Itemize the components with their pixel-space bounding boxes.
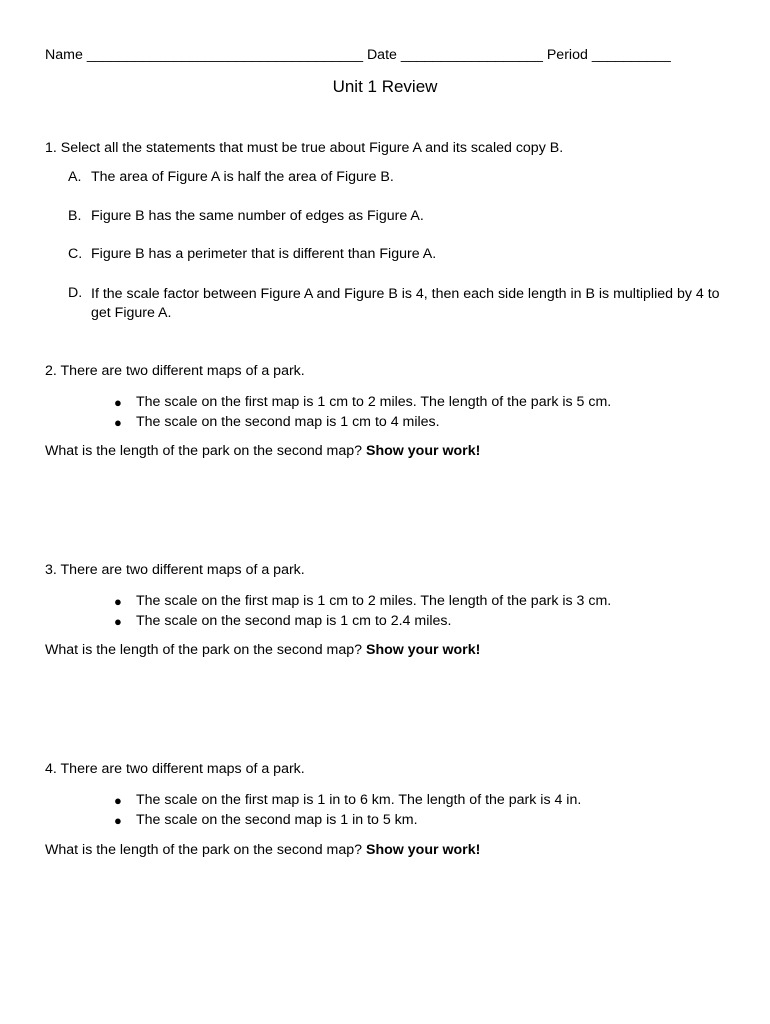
q2-bullet-1: The scale on the first map is 1 cm to 2 miles. The length of the park is 5 cm.: [136, 394, 612, 410]
question-text: What is the length of the park on the second map?: [45, 443, 363, 459]
q2-bullet-2: The scale on the second map is 1 cm to 4 miles.: [136, 414, 440, 430]
choice-text: Figure B has a perimeter that is different than Figure A.: [91, 246, 437, 262]
date-blank[interactable]: __________________: [400, 47, 543, 63]
choice-letter: C.: [68, 246, 83, 262]
question-text: What is the length of the park on the second map?: [45, 642, 363, 658]
bullet-icon: ●: [114, 614, 122, 629]
show-work-label: Show your work!: [366, 642, 481, 658]
bullet-icon: ●: [114, 594, 122, 609]
q4-bullet-2: The scale on the second map is 1 in to 5 km.: [136, 812, 418, 828]
name-blank[interactable]: ___________________________________: [86, 47, 363, 63]
header-fields: [45, 47, 671, 63]
question-text: What is the length of the park on the second map?: [45, 842, 363, 858]
q4-bullet-1: The scale on the first map is 1 in to 6 km. The length of the park is 4 in.: [136, 792, 582, 808]
q3-bullet-2: The scale on the second map is 1 cm to 2.4 miles.: [136, 613, 452, 629]
choice-letter: B.: [68, 208, 82, 224]
choice-text: If the scale factor between Figure A and Figure B is 4, then each side length in B is multiplied by 4 to get Figure A.: [91, 286, 720, 321]
q4-prompt: 4. There are two different maps of a park.: [45, 761, 305, 777]
q3-prompt: 3. There are two different maps of a park.: [45, 562, 305, 578]
q4-question: [45, 842, 480, 858]
q1-prompt: 1. Select all the statements that must be true about Figure A and its scaled copy B.: [45, 140, 564, 156]
show-work-label: Show your work!: [366, 842, 481, 858]
bullet-icon: ●: [114, 395, 122, 410]
show-work-label: Show your work!: [366, 443, 481, 459]
period-label: Period: [546, 47, 588, 63]
date-label: Date: [366, 47, 397, 63]
page-title: Unit 1 Review: [332, 77, 438, 96]
q2-prompt: 2. There are two different maps of a park.: [45, 363, 305, 379]
q3-question: [45, 642, 480, 658]
period-blank[interactable]: __________: [591, 47, 671, 63]
bullet-icon: ●: [114, 793, 122, 808]
choice-text: The area of Figure A is half the area of Figure B.: [91, 169, 394, 185]
choice-letter: A.: [68, 169, 82, 185]
bullet-icon: ●: [114, 415, 122, 430]
bullet-icon: ●: [114, 813, 122, 828]
q2-question: [45, 443, 480, 459]
choice-letter: D.: [68, 285, 83, 301]
q3-bullet-1: The scale on the first map is 1 cm to 2 miles. The length of the park is 3 cm.: [136, 593, 612, 609]
choice-text: Figure B has the same number of edges as Figure A.: [91, 208, 424, 224]
name-label: Name: [45, 47, 83, 63]
